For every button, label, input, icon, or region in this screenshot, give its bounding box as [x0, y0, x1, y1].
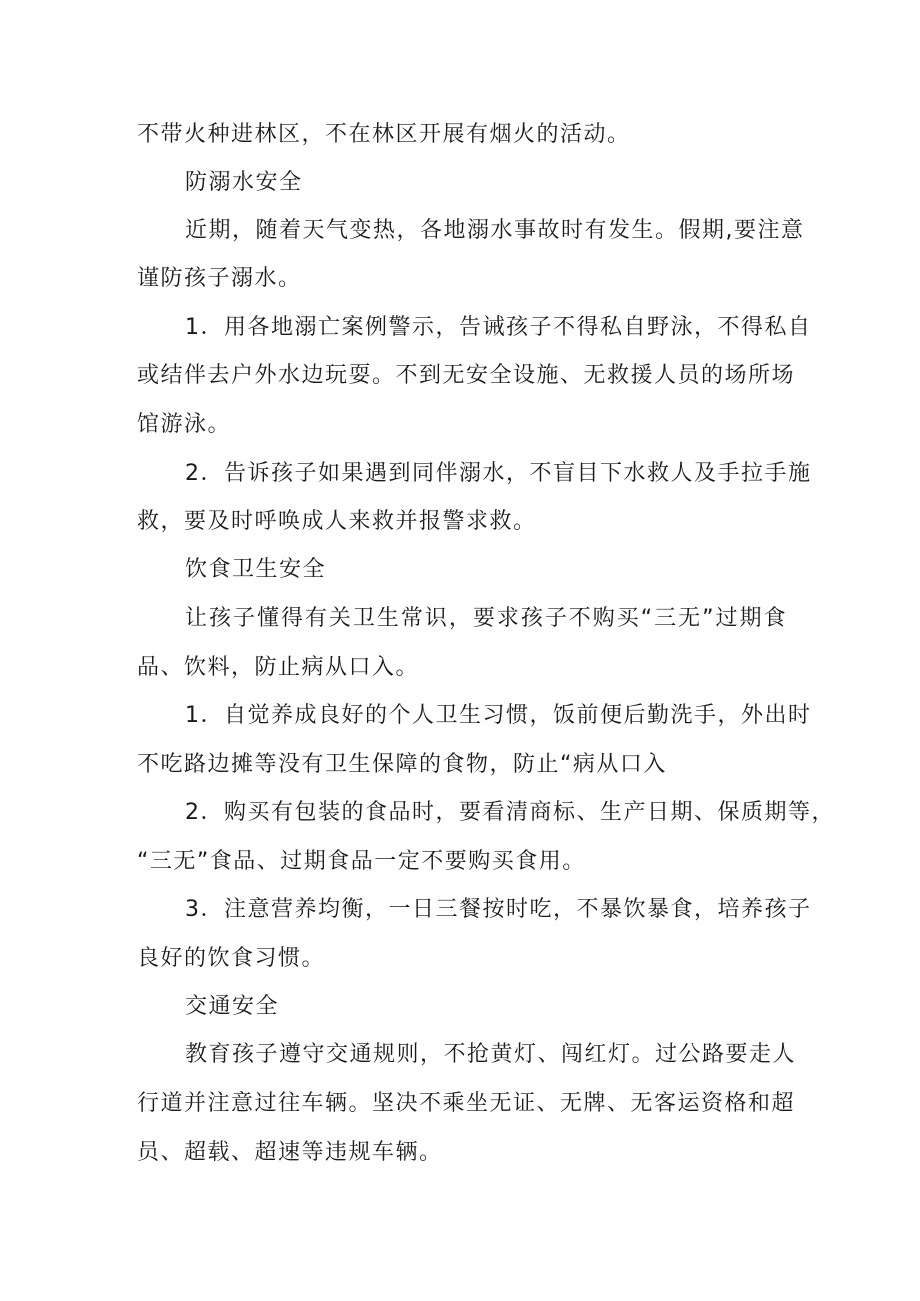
list-item-line: 馆游泳。 — [137, 412, 232, 437]
section-heading-traffic: 交通安全 — [185, 994, 280, 1019]
paragraph-line: 谨防孩子溺水。 — [137, 266, 302, 291]
list-item-line: 救，要及时呼唤成人来救并报警求救。 — [137, 509, 537, 534]
paragraph-line: 品、饮料，防止病从口入。 — [137, 655, 420, 680]
list-item-line: 2．告诉孩子如果遇到同伴溺水，不盲目下水救人及手拉手施 — [185, 461, 812, 486]
list-item-line: 3．注意营养均衡，一日三餐按时吃，不暴饮暴食，培养孩子 — [185, 897, 812, 922]
list-item-line: “三无”食品、过期食品一定不要购买食用。 — [137, 849, 586, 874]
list-item-line: 1．自觉养成良好的个人卫生习惯，饭前便后勤洗手，外出时 — [185, 703, 812, 728]
paragraph-line: 教育孩子遵守交通规则，不抢黄灯、闯红灯。过公路要走人 — [185, 1042, 797, 1067]
paragraph-line: 近期，随着天气变热，各地溺水事故时有发生。假期,要注意 — [185, 218, 805, 243]
paragraph-line: 员、超载、超速等违规车辆。 — [137, 1140, 443, 1165]
list-item-line: 良好的饮食习惯。 — [137, 946, 326, 971]
list-item-line: 或结伴去户外水边玩耍。不到无安全设施、无救援人员的场所场 — [137, 363, 796, 388]
paragraph-line: 不带火种进林区，不在林区开展有烟火的活动。 — [137, 122, 631, 147]
list-item-line: 不吃路边摊等没有卫生保障的食物，防止“病从口入 — [137, 752, 667, 777]
paragraph-line: 让孩子懂得有关卫生常识，要求孩子不购买“三无”过期食 — [185, 606, 787, 631]
section-heading-food: 饮食卫生安全 — [185, 557, 327, 582]
list-item-line: 1．用各地溺亡案例警示，告诫孩子不得私自野泳，不得私自 — [185, 315, 812, 340]
list-item-line: 2．购买有包装的食品时，要看清商标、生产日期、保质期等， — [185, 800, 835, 825]
paragraph-line: 行道并注意过往车辆。坚决不乘坐无证、无牌、无客运资格和超 — [137, 1091, 796, 1116]
section-heading-drowning: 防溺水安全 — [185, 170, 303, 195]
